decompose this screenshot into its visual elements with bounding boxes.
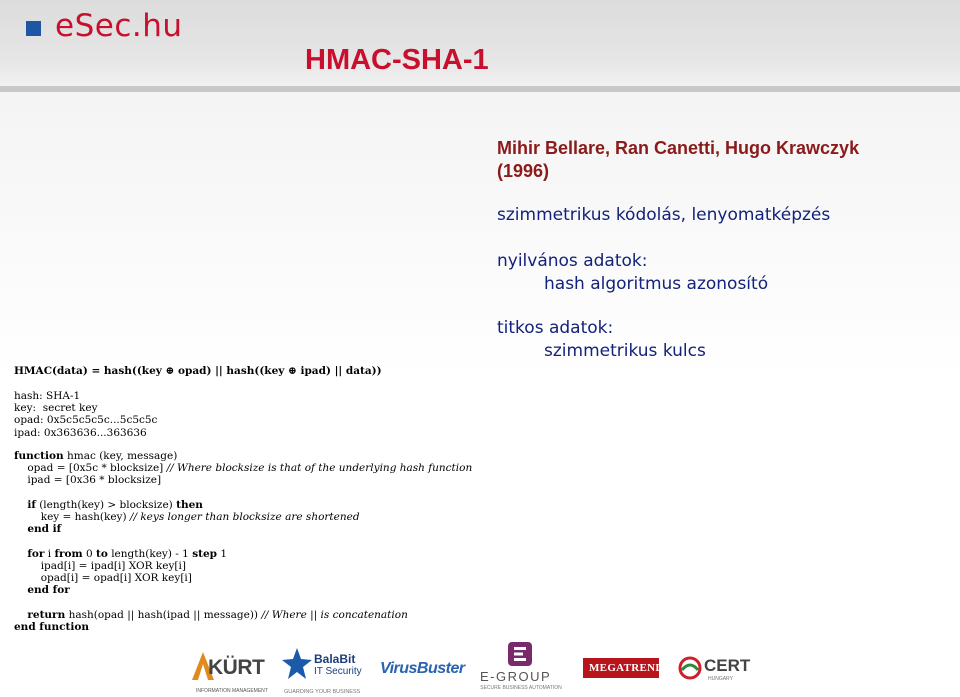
header-divider	[0, 86, 960, 92]
code-line: return hash(opad || hash(ipad || message)) // Where || is concatenation	[27, 608, 408, 621]
hmac-formula: HMAC(data) = hash((key ⊕ opad) || hash((key ⊕ ipad) || data))	[14, 365, 382, 377]
key-param: key: secret key	[14, 402, 98, 415]
egroup-logo	[480, 642, 562, 697]
virusbuster-name: VirusBuster	[380, 660, 465, 677]
cert-sub: HUNGARY	[708, 676, 733, 682]
code-line: opad = [0x5c * blocksize] // Where blocksize is that of the underlying hash function	[14, 462, 473, 475]
secret-data-value: szimmetrikus kulcs	[544, 341, 706, 361]
esec-logo	[26, 8, 183, 44]
code-blank	[14, 487, 472, 499]
slide-title: HMAC-SHA-1	[305, 44, 489, 76]
public-data-value: hash algoritmus azonosító	[544, 274, 769, 294]
code-line: end for	[27, 584, 70, 597]
egroup-name: E-GROUP	[480, 669, 552, 684]
balabit-sub: IT Security	[314, 666, 362, 677]
code-blank	[14, 596, 472, 608]
logo-text: eSec.hu	[55, 8, 183, 44]
public-label: nyilvános adatok:	[497, 251, 648, 271]
params-block	[14, 390, 157, 439]
ipad-param: ipad: 0x363636...363636	[14, 426, 147, 439]
code-line: end function	[14, 620, 89, 633]
sponsor-logos	[190, 640, 770, 697]
balabit-star-icon	[282, 648, 312, 680]
kurt-sub: INFORMATION MANAGEMENT	[196, 688, 268, 694]
code-line: opad[i] = opad[i] XOR key[i]	[14, 572, 192, 584]
egroup-e-icon	[508, 642, 532, 666]
code-line: for i from 0 to length(key) - 1 step 1	[27, 547, 228, 560]
logo-square-icon	[26, 21, 41, 36]
kurt-logo	[192, 650, 268, 695]
authors-line: Mihir Bellare, Ran Canetti, Hugo Krawczyk	[497, 138, 860, 158]
cert-name: CERT	[704, 656, 751, 675]
code-blank	[14, 535, 472, 547]
virusbuster-logo	[380, 660, 465, 684]
hash-param: hash: SHA-1	[14, 390, 81, 402]
pseudocode-block	[14, 450, 472, 633]
megatrend-name: MEGATREND	[589, 662, 664, 674]
code-line: end if	[27, 523, 62, 536]
megatrend-logo	[583, 658, 664, 678]
code-line: if (length(key) > blocksize) then	[27, 498, 203, 511]
opad-param: opad: 0x5c5c5c5c...5c5c5c	[14, 414, 158, 427]
balabit-logo	[282, 648, 364, 696]
code-line: key = hash(key) // keys longer than blocksize are shortened	[14, 511, 360, 523]
egroup-sub: SECURE BUSINESS AUTOMATION	[480, 685, 562, 691]
code-line: ipad[i] = ipad[i] XOR key[i]	[14, 559, 186, 572]
code-line: function hmac (key, message)	[14, 450, 178, 462]
authors	[497, 137, 937, 183]
category-text: szimmetrikus kódolás, lenyomatképzés	[497, 205, 831, 225]
kurt-name: KÜRT	[208, 656, 265, 679]
cert-logo	[678, 654, 758, 686]
balabit-name: BalaBit	[314, 652, 356, 666]
cert-swirl-icon	[678, 656, 702, 680]
public-data-label	[497, 250, 647, 273]
authors-year: (1996)	[497, 161, 550, 181]
code-line: ipad = [0x36 * blocksize]	[14, 474, 162, 487]
secret-data-label: titkos adatok:	[497, 318, 614, 338]
balabit-tag: GUARDING YOUR BUSINESS	[284, 689, 361, 695]
